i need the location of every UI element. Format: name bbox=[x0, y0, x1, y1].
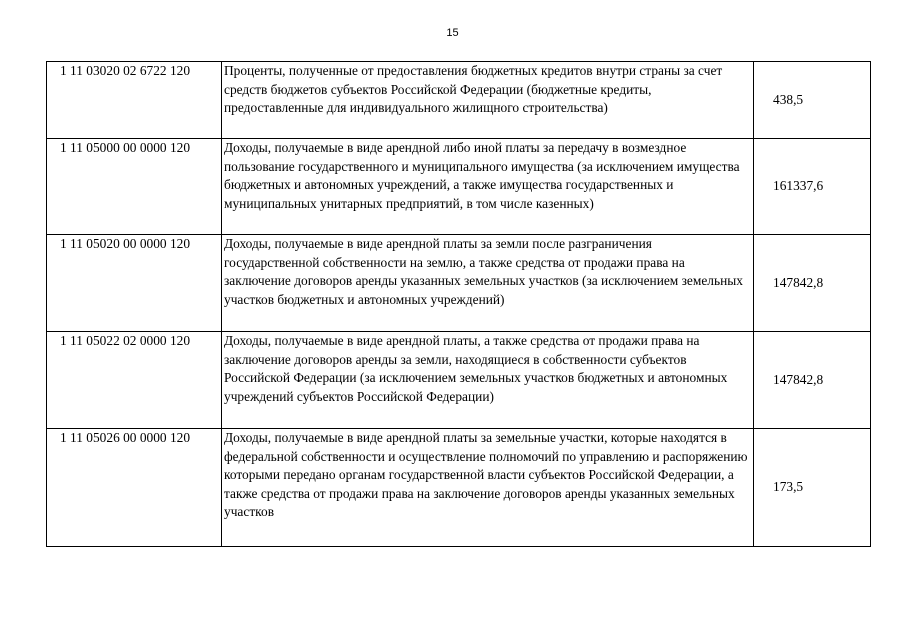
amount-cell: 161337,6 bbox=[754, 139, 871, 235]
table-row bbox=[47, 139, 871, 235]
budget-code-cell: 1 11 05022 02 0000 120 bbox=[47, 332, 222, 429]
amount-cell: 147842,8 bbox=[754, 332, 871, 429]
page-number: 15 bbox=[446, 27, 459, 39]
amount-cell: 438,5 bbox=[754, 62, 871, 139]
revenue-description-cell: Доходы, получаемые в виде арендной платы за земельные участки, которые находятся в федеральной собственности и осуществление полномочий по управлению и распоряжению которыми передано органам государственной власти субъектов Российской Федерации, а также средства от продажи права на заключение договоров аренды указанных земельных участков bbox=[222, 429, 754, 547]
budget-code-cell: 1 11 05000 00 0000 120 bbox=[47, 139, 222, 235]
revenue-description-cell: Доходы, получаемые в виде арендной платы, а также средства от продажи права на заключение договоров аренды за земли, находящиеся в собственности субъектов Российской Федерации (за исключением земельных участков бюджетных и автономных учреждений субъектов Российской Федерации) bbox=[222, 332, 754, 429]
revenue-description-cell: Проценты, полученные от предоставления бюджетных кредитов внутри страны за счет средств бюджетов субъектов Российской Федерации (бюджетные кредиты, предоставленные для индивидуального жилищного строительства) bbox=[222, 62, 754, 139]
table-row bbox=[47, 332, 871, 429]
revenue-description-cell: Доходы, получаемые в виде арендной платы за земли после разграничения государственной собственности на землю, а также средства от продажи права на заключение договоров аренды указанных земельных участков (за исключением земельных участков бюджетных и автономных учреждений) bbox=[222, 235, 754, 332]
amount-cell: 173,5 bbox=[754, 429, 871, 547]
budget-code-cell: 1 11 03020 02 6722 120 bbox=[47, 62, 222, 139]
revenue-description-cell: Доходы, получаемые в виде арендной либо иной платы за передачу в возмездное пользование государственного и муниципального имущества (за исключением имущества бюджетных и автономных учреждений, а также имущества государственных и муниципальных унитарных предприятий, в том числе казенных) bbox=[222, 139, 754, 235]
budget-revenue-table bbox=[46, 61, 871, 547]
table-row bbox=[47, 62, 871, 139]
budget-code-cell: 1 11 05020 00 0000 120 bbox=[47, 235, 222, 332]
amount-cell: 147842,8 bbox=[754, 235, 871, 332]
table-row bbox=[47, 429, 871, 547]
table-row bbox=[47, 235, 871, 332]
budget-code-cell: 1 11 05026 00 0000 120 bbox=[47, 429, 222, 547]
